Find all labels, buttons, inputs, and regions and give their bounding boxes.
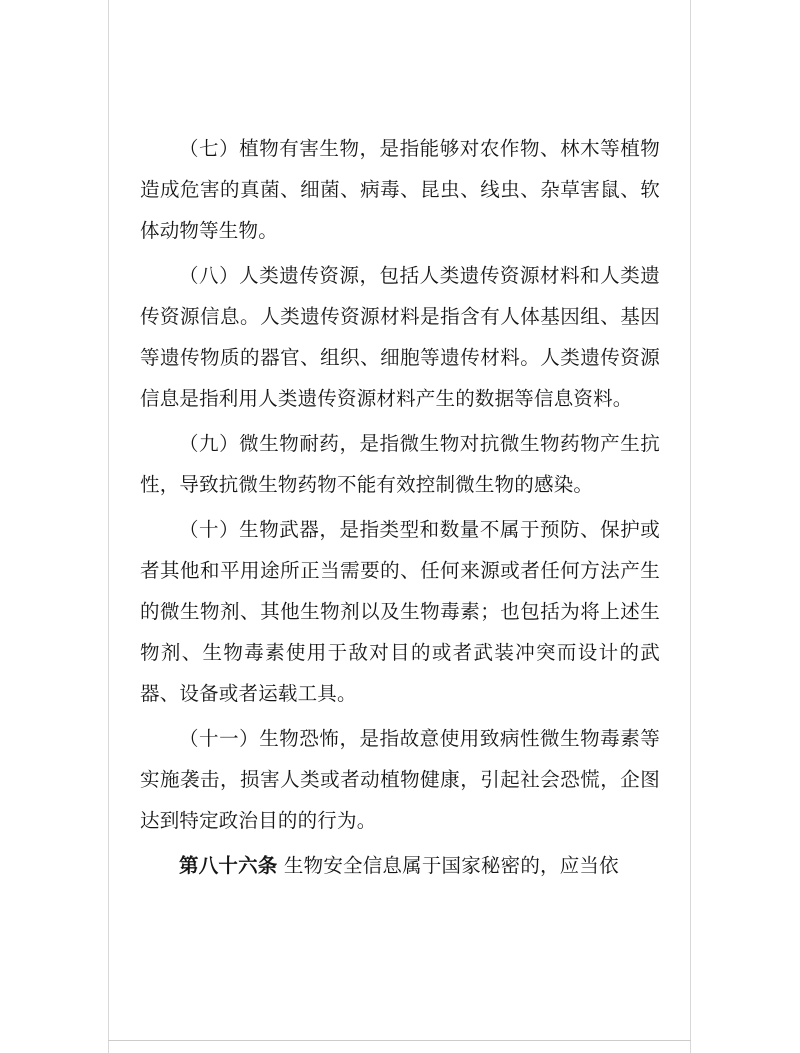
article-text: 生物安全信息属于国家秘密的，应当依 [283,854,619,877]
paragraph-clause-7: （七）植物有害生物，是指能够对农作物、林木等植物造成危害的真菌、细菌、病毒、昆虫、线虫、杂草害鼠、软体动物等生物。 [140,137,660,242]
paragraph-clause-11: （十一）生物恐怖，是指故意使用致病性微生物毒素等实施袭击，损害人类或者动植物健康，引起社会恐慌，企图达到特定政治目的的行为。 [140,727,660,832]
page-right-rule [690,0,691,1053]
paragraph-clause-8: （八）人类遗传资源，包括人类遗传资源材料和人类遗传资源信息。人类遗传资源材料是指含有人体基因组、基因等遗传物质的器官、组织、细胞等遗传材料。人类遗传资源信息是指利用人类遗传资源材料产生的数据等信息资料。 [140,264,660,410]
article-number: 第八十六条 [179,854,278,877]
paragraph-article-86 [140,845,660,886]
page-body-text [140,128,660,890]
page-footer-rule [108,1040,691,1041]
paragraph-clause-9: （九）微生物耐药，是指微生物对抗微生物药物产生抗性，导致抗微生物药物不能有效控制微生物的感染。 [140,432,660,496]
paragraph-clause-10: （十）生物武器，是指类型和数量不属于预防、保护或者其他和平用途所正当需要的、任何来源或者任何方法产生的微生物剂、其他生物剂以及生物毒素；也包括为将上述生物剂、生物毒素使用于敌对目的或者武装冲突而设计的武器、设备或者运载工具。 [140,518,660,705]
page-left-rule [108,0,109,1053]
